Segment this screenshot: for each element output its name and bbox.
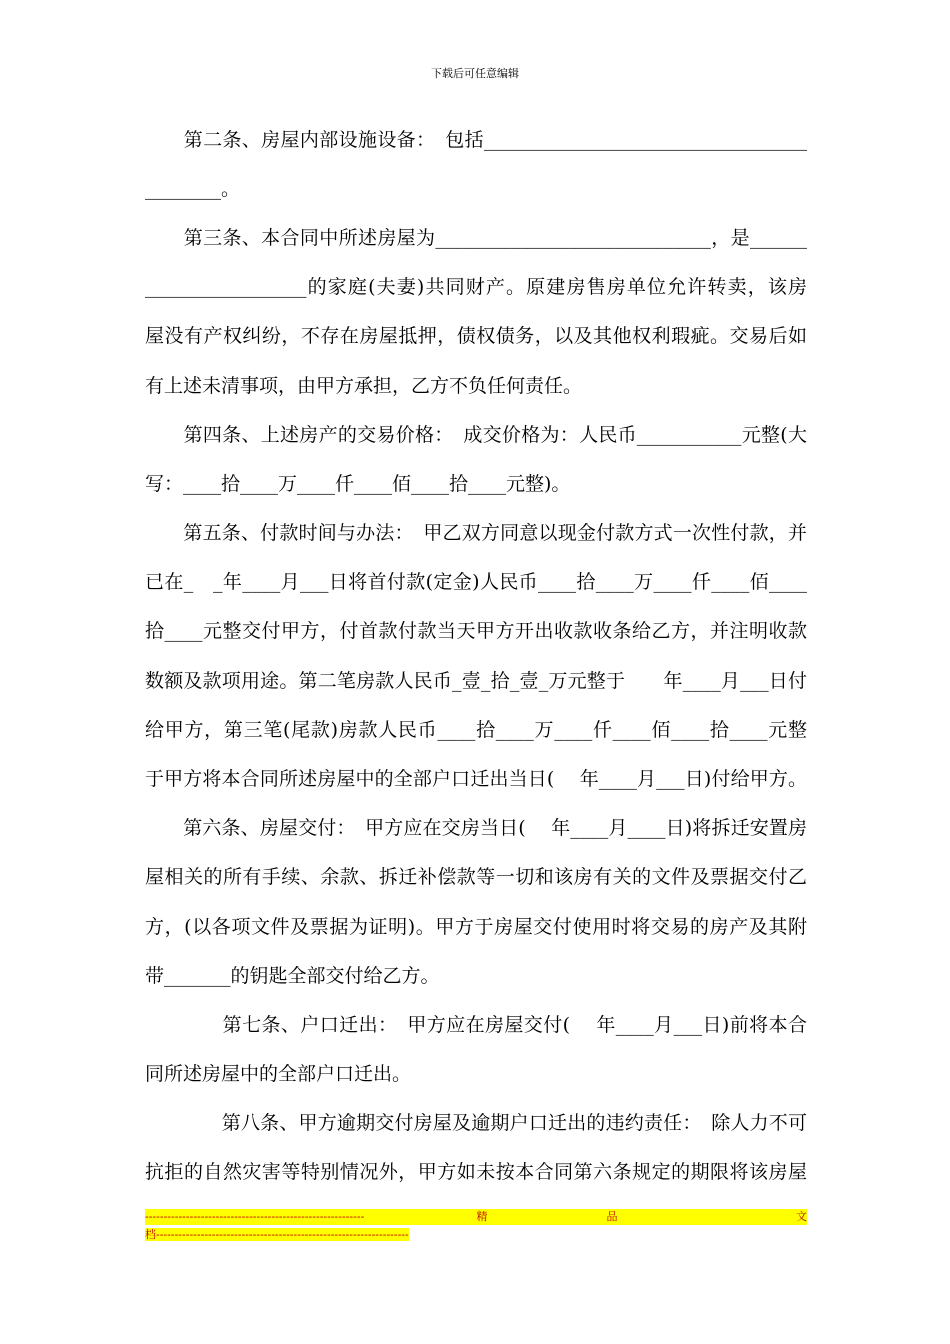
clause-3-line-1: 第三条、本合同中所述房屋为_____________________________，是______	[145, 227, 807, 249]
footer-banner	[145, 1209, 807, 1225]
clause-5-line-1: 第五条、付款时间与办法： 甲乙双方同意以现金付款方式一次性付款，并	[145, 522, 807, 544]
clause-3-line-4: 有上述未清事项，由甲方承担，乙方不负任何责任。	[145, 375, 583, 397]
clause-6-line-1: 第六条、房屋交付： 甲方应在交房当日( 年____月____日)将拆迁安置房	[145, 817, 807, 839]
clause-3-line-3: 屋没有产权纠纷，不存在房屋抵押，债权债务，以及其他权利瑕疵。交易后如	[145, 325, 807, 347]
footer-word-3: 文	[796, 1210, 807, 1223]
clause-6-line-3: 方，(以各项文件及票据为证明)。甲方于房屋交付使用时将交易的房产及其附	[145, 916, 807, 938]
clause-4-line-2: 写：____拾____万____仟____佰____拾____元整)。	[145, 473, 571, 495]
clause-5-line-5: 给甲方，第三笔(尾款)房款人民币____拾____万____仟____佰____拾____元整	[145, 719, 807, 741]
footer-word-1: 精	[476, 1210, 488, 1223]
clause-7-line-2: 同所述房屋中的全部户口迁出。	[145, 1063, 412, 1085]
clause-5-line-2: 已在_ _年____月___日将首付款(定金)人民币____拾____万____仟____佰____	[145, 571, 807, 593]
clause-6-line-4: 带_______的钥匙全部交付给乙方。	[145, 965, 440, 987]
footer-line-2-text: 档--------------------------------------------------------------------	[145, 1228, 409, 1241]
footer-dashes: -----------------------------------------------------------	[145, 1210, 365, 1223]
clause-5-line-3: 拾____元整交付甲方，付首款付款当天甲方开出收款收条给乙方，并注明收款	[145, 620, 807, 642]
clause-2-line-2: ________。	[145, 178, 241, 200]
clause-4-line-1: 第四条、上述房产的交易价格： 成交价格为：人民币___________元整(大	[145, 424, 807, 446]
clause-8-line-2: 抗拒的自然灾害等特别情况外，甲方如未按本合同第六条规定的期限将该房屋	[145, 1161, 807, 1183]
clause-8-line-1: 第八条、甲方逾期交付房屋及逾期户口迁出的违约责任： 除人力不可	[145, 1112, 807, 1134]
footer-word-2: 品	[606, 1210, 618, 1223]
clause-3-line-2: _________________的家庭(夫妻)共同财产。原建房售房单位允许转卖，该房	[145, 276, 807, 298]
clause-6-line-2: 屋相关的所有手续、余款、拆迁补偿款等一切和该房有关的文件及票据交付乙	[145, 866, 807, 888]
clause-7-line-1: 第七条、户口迁出： 甲方应在房屋交付( 年____月___日)前将本合	[145, 1014, 807, 1036]
clause-5-line-4: 数额及款项用途。第二笔房款人民币_壹_拾_壹_万元整于 年____月___日付	[145, 670, 807, 692]
footer-banner-line-2	[145, 1227, 807, 1243]
clause-5-line-6: 于甲方将本合同所述房屋中的全部户口迁出当日( 年____月___日)付给甲方。	[145, 768, 807, 790]
clause-2-line-1: 第二条、房屋内部设施设备： 包括__________________________________	[145, 129, 807, 151]
page-header-note: 下载后可任意编辑	[431, 67, 519, 80]
